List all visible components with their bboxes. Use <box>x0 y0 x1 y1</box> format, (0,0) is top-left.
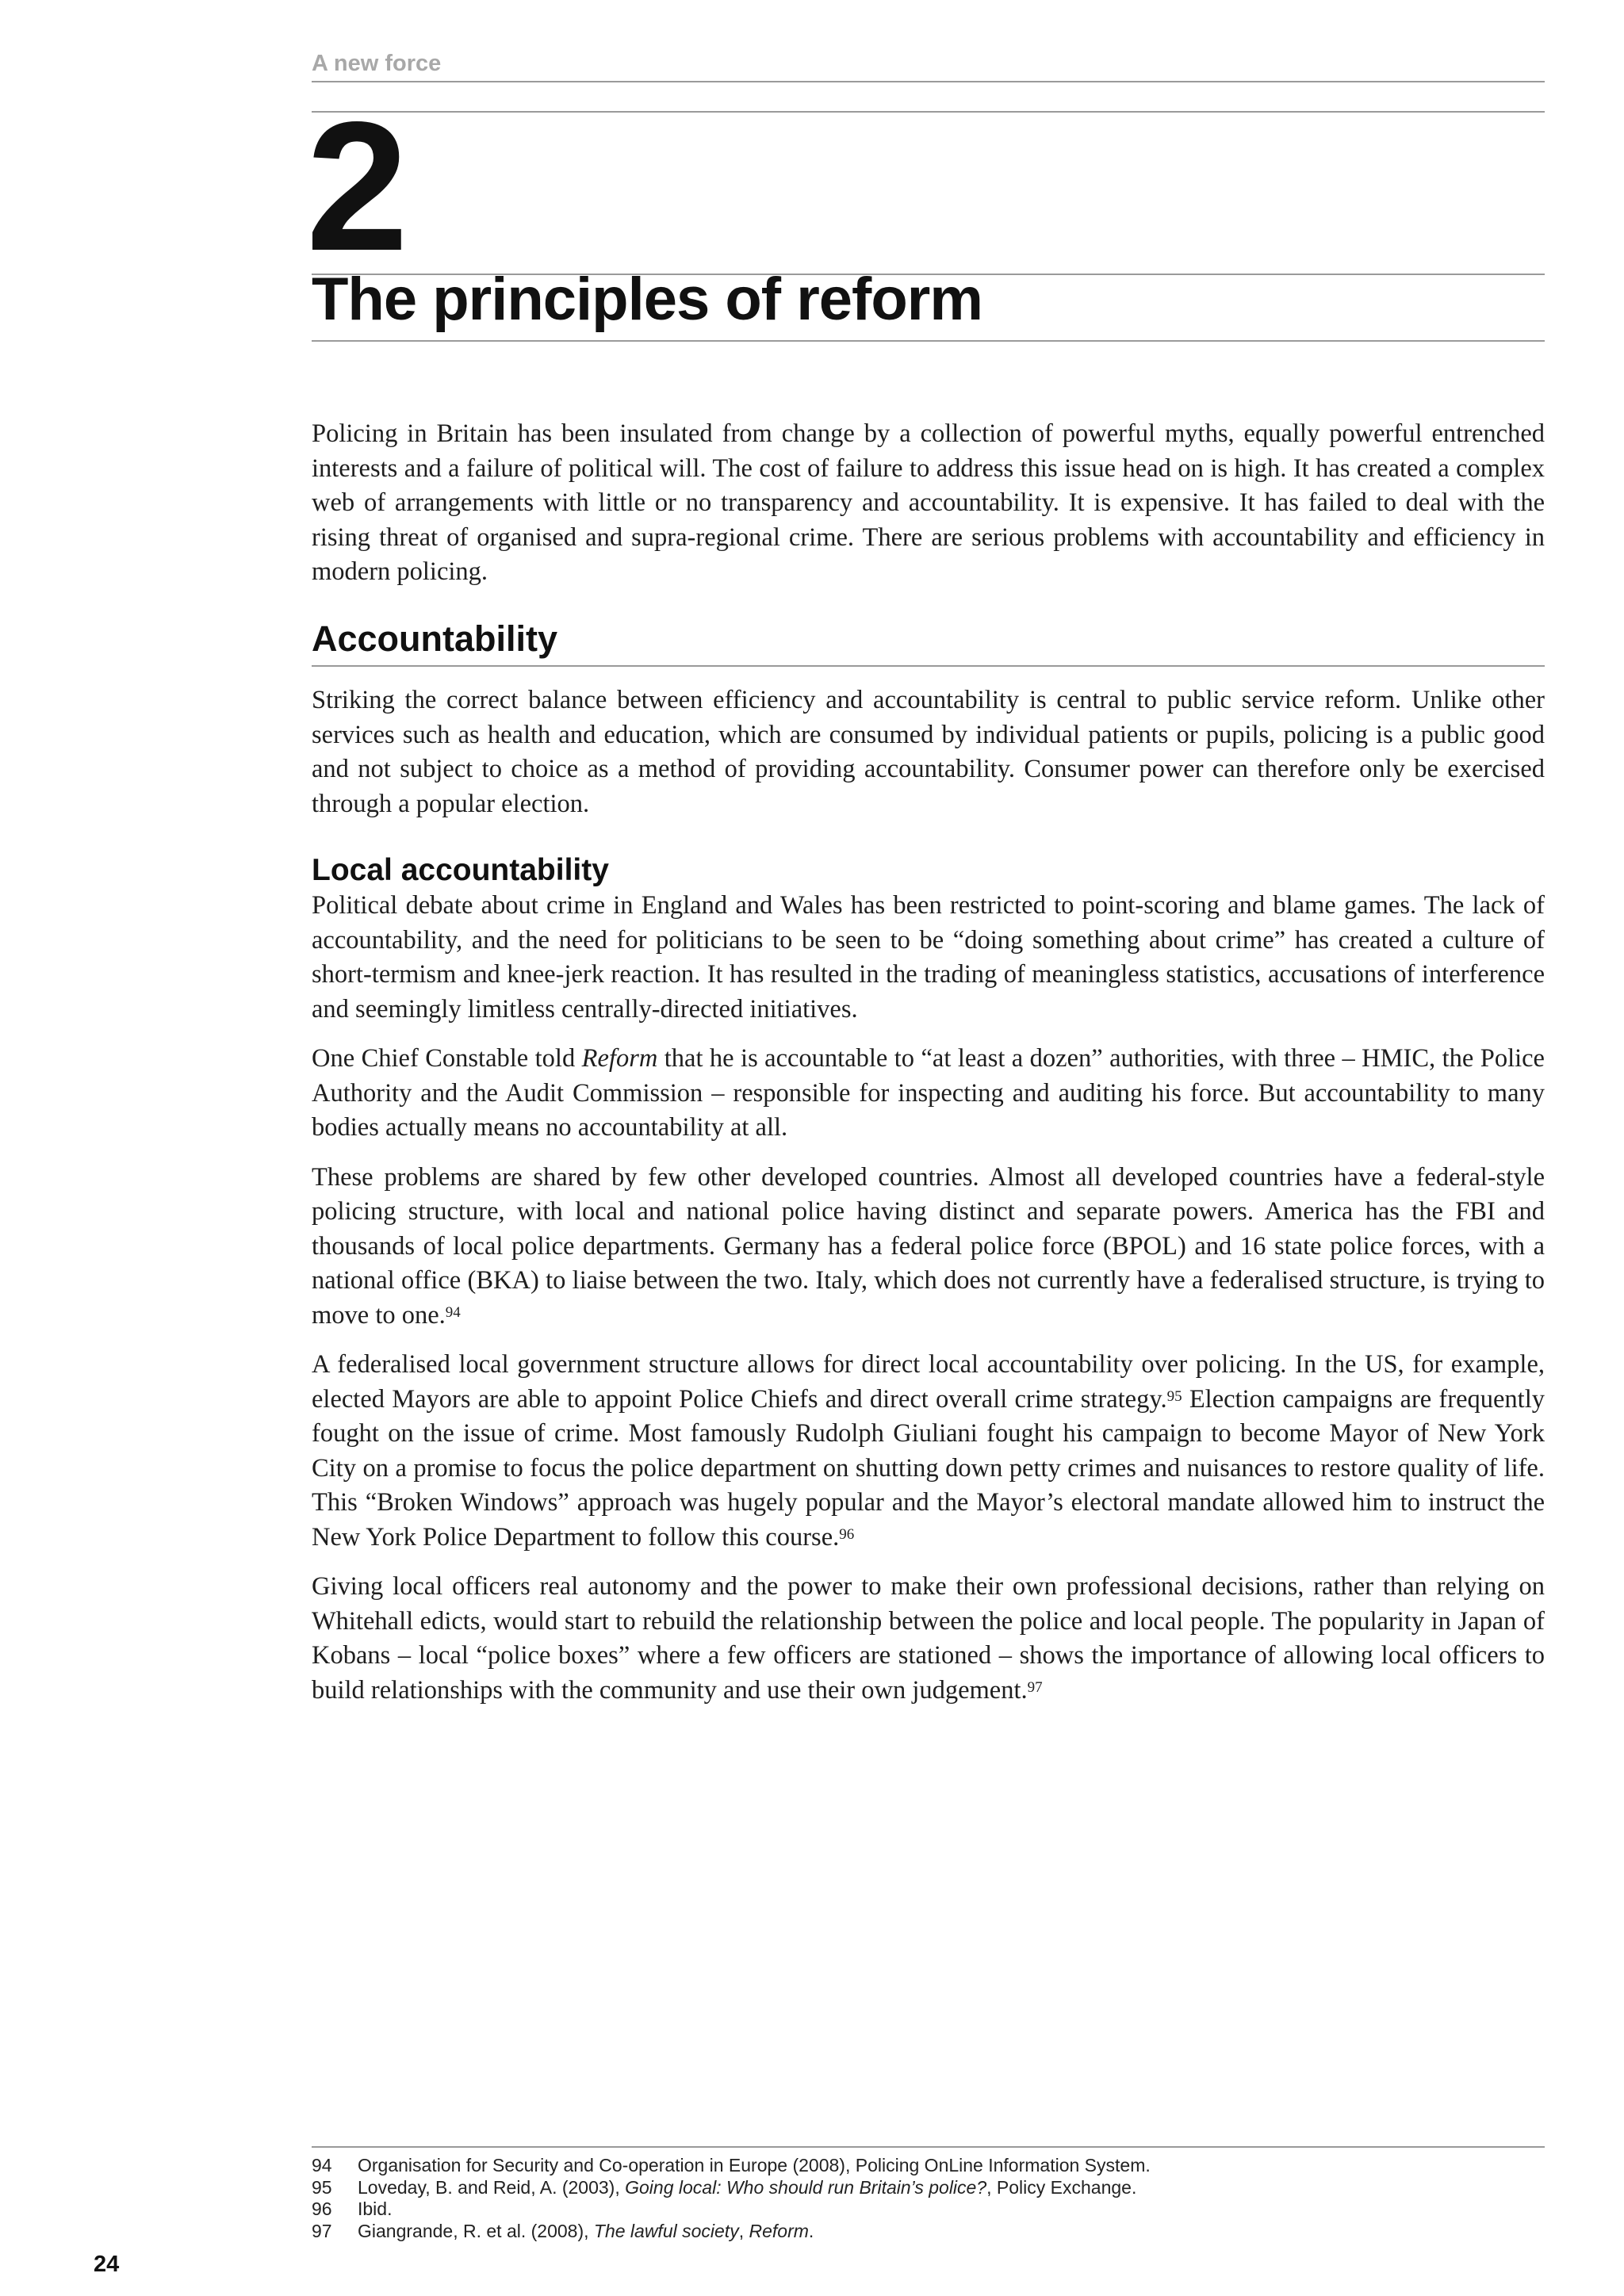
p4-text-b: Election campaigns are frequently fought on the issue of crime. Most famously Rudolph Giuliani fought his campaign to become Mayor of New York City on a promise to focus the police department on shutting down petty crimes and nuisances to restore quality of life. This “Broken Windows” approach was hugely popular and the Mayor’s electoral mandate allowed him to instruct the New York Police Department to follow this course. <box>312 1384 1545 1552</box>
footnote-text: Ibid. <box>358 2198 393 2219</box>
footnote-number: 94 <box>312 2155 332 2175</box>
footnote-ref-96[interactable]: 96 <box>839 1525 855 1543</box>
accountability-paragraph: Striking the correct balance between efficiency and accountability is central to public service reform. Unlike other services such as health and education, which are consumed by individual patients or pupils, policing is a public good and not subject to choice as a method of providing accountability. Consumer power can therefore only be exercised through a popular election. <box>312 686 1545 818</box>
footnote-rule <box>312 2146 1545 2148</box>
footnote-text <box>358 2177 1136 2199</box>
footnote-post: . <box>808 2220 814 2241</box>
footnote-number: 96 <box>312 2198 332 2219</box>
accountability-body <box>312 683 1545 821</box>
local-paragraph-1: Political debate about crime in England and Wales has been restricted to point-scoring and blame games. The lack of accountability, and the need for politicians to be seen to be “doing something about crime” has created a culture of short-termism and knee-jerk reaction. It has resulted in the trading of meaningless statistics, accusations of interference and seemingly limitless centrally-directed initiatives. <box>312 891 1545 1024</box>
footnote-95 <box>312 2177 1545 2199</box>
intro-block <box>312 417 1545 590</box>
footnote-text: Organisation for Security and Co-operation in Europe (2008), Policing OnLine Information System. <box>358 2155 1151 2175</box>
footnote-post: , Policy Exchange. <box>986 2176 1137 2198</box>
footnote-96 <box>312 2198 1545 2221</box>
local-paragraph-5 <box>312 1570 1545 1708</box>
p2-end-text: that he is accountable to “at least a dozen” authorities, with three – HMIC, the Police Authority and the Audit Commission – responsible for inspecting and auditing his force. But accountability to many bodies actually means no accountability at all. <box>312 1044 1545 1142</box>
footnote-94 <box>312 2155 1545 2177</box>
footnote-title: Going local: Who should run Britain’s police? <box>625 2176 987 2198</box>
chapter-number: 2 <box>306 84 401 289</box>
local-paragraph-2 <box>312 1042 1545 1146</box>
footnotes <box>312 2155 1545 2242</box>
footnote-97 <box>312 2221 1545 2243</box>
accountability-rule <box>312 665 1545 667</box>
local-accountability-section <box>312 852 1545 1708</box>
running-head: A new force <box>312 51 442 76</box>
footnote-publisher: Reform <box>749 2220 809 2241</box>
footnote-title: The lawful society <box>593 2220 739 2241</box>
footnote-ref-95[interactable]: 95 <box>1166 1387 1182 1405</box>
footnote-text <box>358 2221 814 2243</box>
page-number: 24 <box>94 2252 120 2277</box>
footnote-pre: Giangrande, R. et al. (2008), <box>358 2220 594 2241</box>
chapter-top-rule <box>312 111 1545 113</box>
local-accountability-heading: Local accountability <box>312 853 609 887</box>
footnote-number: 95 <box>312 2176 332 2198</box>
chapter-title: The principles of reform <box>312 266 982 333</box>
p3-text: These problems are shared by few other developed countries. Almost all developed countries have a federal-style policing structure, with local and national police having distinct and separate powers. America has the FBI and thousands of local police departments. Germany has a federal police force (BPOL) and 16 state police forces, with a national office (BKA) to liaise between the two. Italy, which does not currently have a federalised structure, is trying to move to one. <box>312 1162 1545 1330</box>
footnote-ref-97[interactable]: 97 <box>1027 1678 1043 1696</box>
intro-paragraph: Policing in Britain has been insulated from change by a collection of powerful myths, equally powerful entrenched interests and a failure of political will. The cost of failure to address this issue head on is high. It has created a complex web of arrangements with little or no transparency and accountability. It is expensive. It has failed to deal with the rising threat of organised and supra-regional crime. There are serious problems with accountability and efficiency in modern policing. <box>312 419 1545 586</box>
footnote-mid: , <box>738 2220 749 2241</box>
chapter-bottom-rule <box>312 340 1545 342</box>
p2-start-text: One Chief Constable told <box>312 1044 582 1073</box>
local-paragraph-3 <box>312 1161 1545 1334</box>
reform-italic: Reform <box>581 1044 658 1073</box>
p5-text: Giving local officers real autonomy and the power to make their own professional decisions, rather than relying on Whitehall edicts, would start to rebuild the relationship between the police and local people. The popularity in Japan of Kobans – local “police boxes” where a few officers are stationed – shows the importance of allowing local officers to build relationships with the community and use their own judgement. <box>312 1572 1545 1705</box>
header-rule <box>312 81 1545 82</box>
accountability-section <box>312 618 1545 660</box>
footnote-number: 97 <box>312 2220 332 2241</box>
footnote-ref-94[interactable]: 94 <box>445 1303 461 1321</box>
accountability-heading: Accountability <box>312 618 558 659</box>
p4-text-a: A federalised local government structure allows for direct local accountability over policing. In the US, for example, elected Mayors are able to appoint Police Chiefs and direct overall crime strategy. <box>312 1350 1545 1414</box>
footnote-pre: Loveday, B. and Reid, A. (2003), <box>358 2176 626 2198</box>
local-paragraph-4 <box>312 1348 1545 1555</box>
